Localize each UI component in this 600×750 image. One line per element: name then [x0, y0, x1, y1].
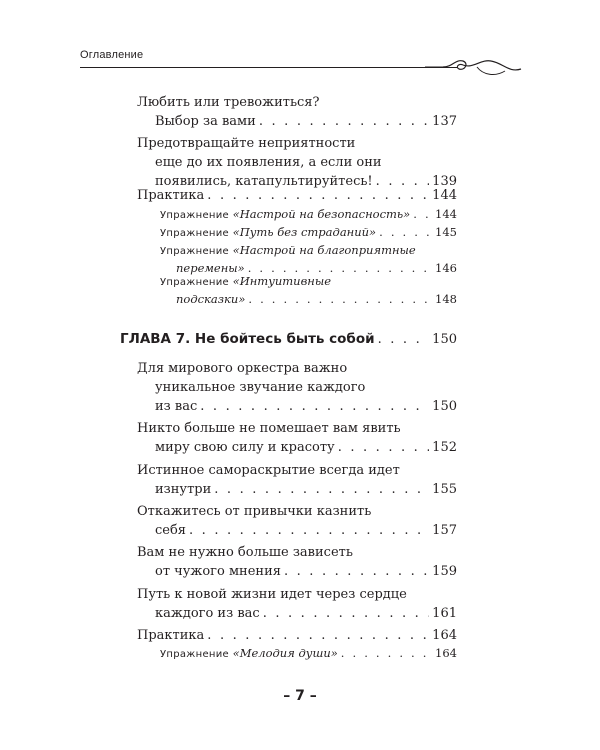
- toc-page-number: 150: [432, 332, 457, 347]
- toc-page-number: 152: [432, 440, 457, 455]
- toc-exercise[interactable]: [160, 273, 457, 308]
- toc-page-number: 144: [435, 207, 457, 221]
- toc-entry-line: еще до их появления, а если они: [155, 155, 382, 170]
- toc-page-number: 157: [432, 523, 457, 538]
- toc-entry[interactable]: [137, 543, 457, 581]
- toc-entry-line: миру свою силу и красоту: [155, 440, 335, 455]
- toc-page-number: 137: [432, 114, 457, 129]
- toc-entry-line: Выбор за вами: [155, 114, 256, 129]
- exercise-prefix: Упражнение: [160, 649, 229, 660]
- toc-page-number: 148: [435, 292, 457, 306]
- dot-leader: [207, 626, 429, 645]
- dot-leader: [207, 186, 429, 205]
- toc-page-number: 164: [432, 628, 457, 643]
- toc-entry[interactable]: [137, 502, 457, 540]
- toc-entry-line: Предотвращайте неприятности: [137, 136, 356, 151]
- toc-entry-line: Любить или тревожиться?: [137, 95, 320, 110]
- toc-entry-line: Путь к новой жизни идет через сердце: [137, 587, 407, 602]
- toc-entry-line: появились, катапультируйтесь!: [155, 174, 373, 189]
- toc-entry-line: от чужого мнения: [155, 564, 281, 579]
- toc-entry-line: изнутри: [155, 482, 212, 497]
- toc-entry[interactable]: [137, 134, 457, 191]
- toc-page-number: 144: [432, 188, 457, 203]
- toc-page-number: 155: [432, 482, 457, 497]
- dot-leader: [189, 521, 429, 540]
- dot-leader: [413, 206, 432, 223]
- dot-leader: [248, 291, 432, 308]
- toc-entry-line: из вас: [155, 399, 198, 414]
- toc-entry-line: Для мирового оркестра важно: [137, 361, 348, 376]
- toc-page-number: 161: [432, 606, 457, 621]
- toc-page-number: 150: [432, 399, 457, 414]
- chapter-title: ГЛАВА 7. Не бойтесь быть собой: [120, 331, 375, 347]
- toc-entry-line: Откажитесь от привычки казнить: [137, 504, 372, 519]
- exercise-prefix: Упражнение: [160, 210, 229, 221]
- dot-leader: [284, 562, 429, 581]
- flourish-ornament: [425, 55, 525, 81]
- dot-leader: [338, 438, 429, 457]
- dot-leader: [214, 480, 429, 499]
- toc-entry[interactable]: [137, 93, 457, 131]
- toc-entry-line: уникальное звучание каждого: [155, 380, 366, 395]
- dot-leader: [379, 224, 432, 241]
- toc-entry-line: себя: [155, 523, 187, 538]
- header-rule: [80, 67, 458, 68]
- dot-leader: [259, 112, 429, 131]
- toc-entry-line: каждого из вас: [155, 606, 260, 621]
- toc-entry[interactable]: [137, 186, 457, 205]
- toc-entry[interactable]: [137, 359, 457, 416]
- dot-leader: [378, 330, 430, 349]
- exercise-title: «Настрой на благоприятные: [232, 243, 416, 257]
- chapter-heading[interactable]: [120, 330, 457, 349]
- exercise-title: «Мелодия души»: [232, 646, 338, 660]
- toc-entry[interactable]: [137, 461, 457, 499]
- page-number: – 7 –: [283, 688, 317, 704]
- running-head: Оглавление: [80, 49, 144, 61]
- exercise-prefix: Упражнение: [160, 277, 229, 288]
- dot-leader: [341, 645, 432, 662]
- toc-entry-line: Практика: [137, 628, 205, 643]
- toc-exercise[interactable]: [160, 645, 457, 663]
- toc-page-number: 139: [432, 174, 457, 189]
- toc-entry[interactable]: [137, 626, 457, 645]
- toc-page-number: 146: [435, 261, 457, 275]
- exercise-prefix: Упражнение: [160, 228, 229, 239]
- dot-leader: [200, 397, 429, 416]
- toc-exercise[interactable]: [160, 206, 457, 224]
- toc-page-number: 145: [435, 225, 457, 239]
- toc-exercise[interactable]: [160, 242, 457, 277]
- toc-entry-line: Вам не нужно больше зависеть: [137, 545, 353, 560]
- exercise-title: перемены»: [176, 261, 245, 275]
- exercise-title: подсказки»: [176, 292, 246, 306]
- exercise-title: «Путь без страданий»: [232, 225, 377, 239]
- exercise-title: «Настрой на безопасность»: [232, 207, 411, 221]
- toc-exercise[interactable]: [160, 224, 457, 242]
- toc-entry-line: Практика: [137, 188, 205, 203]
- dot-leader: [263, 604, 429, 623]
- exercise-prefix: Упражнение: [160, 246, 229, 257]
- toc-page-number: 164: [435, 646, 457, 660]
- exercise-title: «Интуитивные: [232, 274, 332, 288]
- toc-page-number: 159: [432, 564, 457, 579]
- toc-entry-line: Никто больше не помешает вам явить: [137, 421, 401, 436]
- toc-entry-line: Истинное самораскрытие всегда идет: [137, 463, 400, 478]
- toc-entry[interactable]: [137, 419, 457, 457]
- toc-entry[interactable]: [137, 585, 457, 623]
